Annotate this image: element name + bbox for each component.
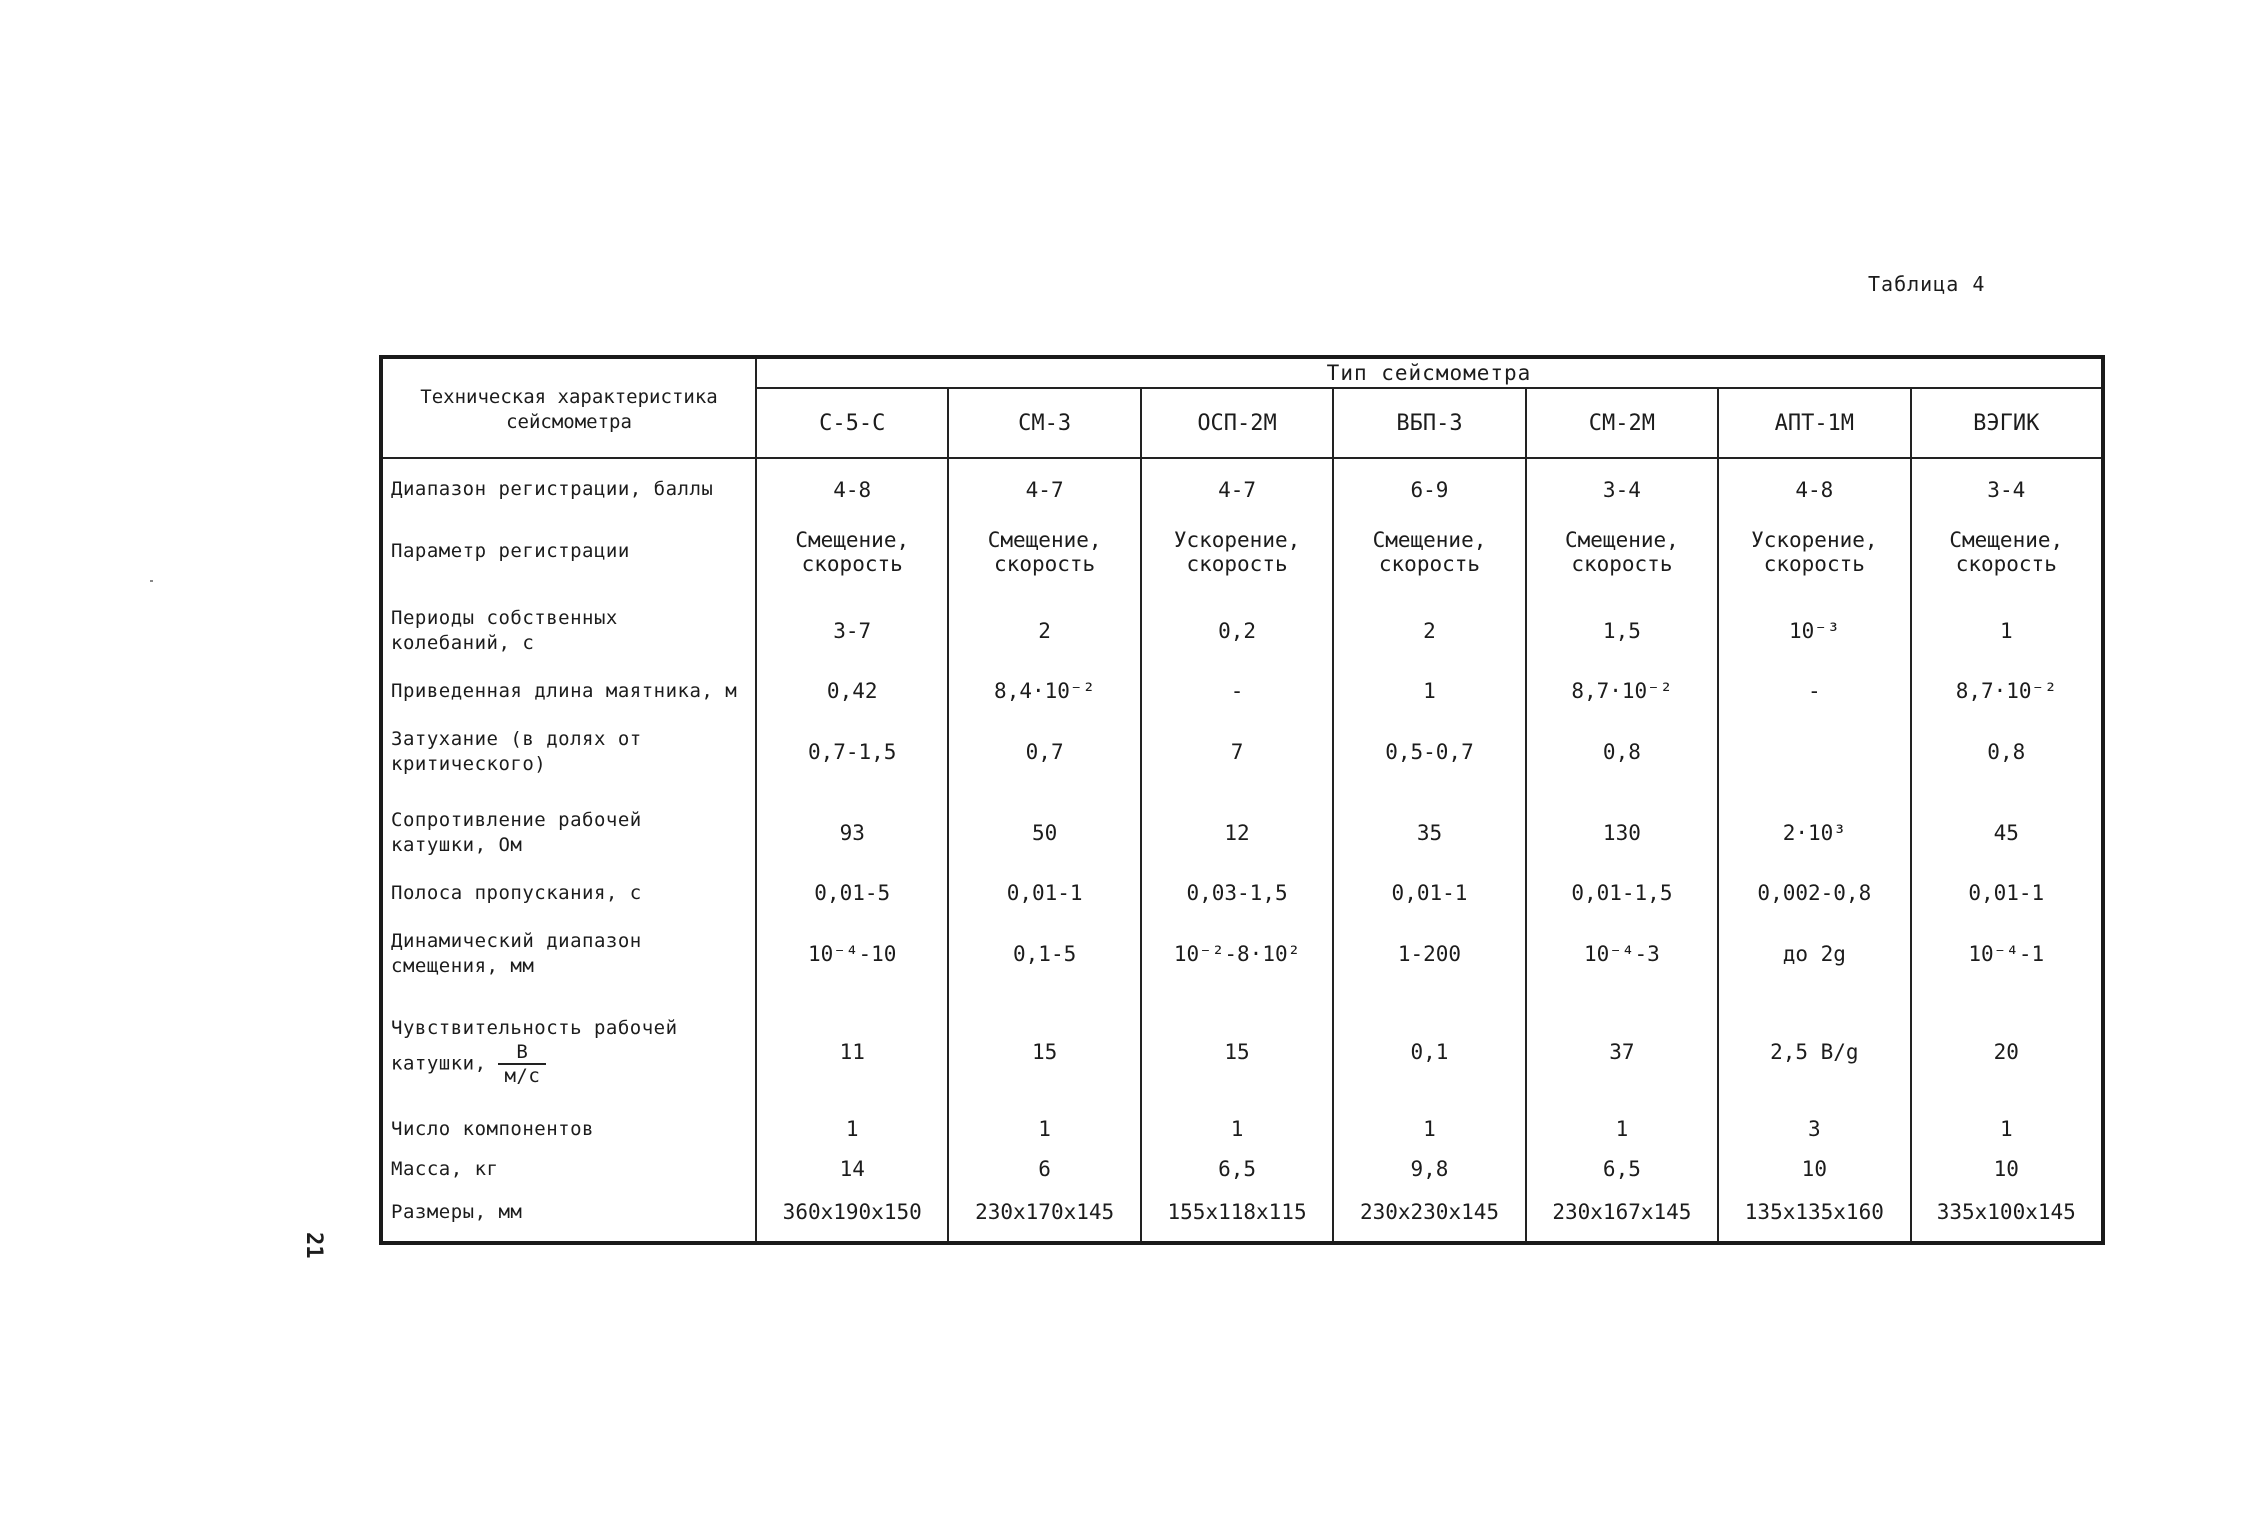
table-caption: Таблица 4: [1868, 272, 1986, 296]
value-cell: 10: [1718, 1149, 1910, 1189]
value-cell: 155x118x115: [1141, 1190, 1333, 1243]
value-cell: 0,8: [1911, 712, 2103, 793]
value-cell: 0,03-1,5: [1141, 873, 1333, 913]
type-header: АПТ-1М: [1718, 388, 1910, 458]
value-cell: 9,8: [1333, 1149, 1525, 1189]
value-cell: 93: [756, 792, 948, 873]
value-cell: Смещение, скорость: [1333, 513, 1525, 591]
value-cell: 2: [1333, 590, 1525, 671]
value-cell: 8,7·10⁻²: [1526, 671, 1718, 711]
value-cell: 230x167x145: [1526, 1190, 1718, 1243]
table-row: [381, 1109, 2103, 1149]
value-cell: Смещение, скорость: [1526, 513, 1718, 591]
value-cell: 50: [948, 792, 1140, 873]
value-cell: 1: [756, 1109, 948, 1149]
unit-numerator: В: [498, 1041, 546, 1065]
value-cell: 8,7·10⁻²: [1911, 671, 2103, 711]
table-row: [381, 1149, 2103, 1189]
value-cell: до 2g: [1718, 913, 1910, 994]
value-cell: 1: [1333, 671, 1525, 711]
table-row: [381, 994, 2103, 1109]
table-row: [381, 913, 2103, 994]
value-cell: 45: [1911, 792, 2103, 873]
page-number: 21: [301, 1232, 326, 1259]
table-row: [381, 590, 2103, 671]
value-cell: 1-200: [1333, 913, 1525, 994]
type-header: СМ-2М: [1526, 388, 1718, 458]
value-cell: 15: [948, 994, 1140, 1109]
value-cell: 8,4·10⁻²: [948, 671, 1140, 711]
param-label: [381, 513, 756, 591]
value-cell: 1: [1333, 1109, 1525, 1149]
value-cell: 1: [948, 1109, 1140, 1149]
value-cell: 14: [756, 1149, 948, 1189]
value-cell: 10⁻⁴-3: [1526, 913, 1718, 994]
value-cell: 12: [1141, 792, 1333, 873]
value-cell: 7: [1141, 712, 1333, 793]
value-cell: 1: [1141, 1109, 1333, 1149]
value-cell: 1,5: [1526, 590, 1718, 671]
param-label-text: Диапазон регистрации, баллы: [391, 478, 714, 501]
value-cell: 10: [1911, 1149, 2103, 1189]
value-cell: 0,01-1: [1911, 873, 2103, 913]
value-cell: 6-9: [1333, 458, 1525, 513]
value-cell: 4-7: [1141, 458, 1333, 513]
table-row: [381, 1190, 2103, 1243]
type-header: ОСП-2М: [1141, 388, 1333, 458]
value-cell: 0,01-1,5: [1526, 873, 1718, 913]
param-label-text: Приведенная длина маятника, м: [391, 679, 738, 702]
value-cell: 2: [948, 590, 1140, 671]
param-label-text: Полоса пропускания, с: [391, 881, 642, 904]
value-cell: 2·10³: [1718, 792, 1910, 873]
value-cell: [1718, 712, 1910, 793]
value-cell: 0,5-0,7: [1333, 712, 1525, 793]
type-header: С-5-С: [756, 388, 948, 458]
value-cell: 230x230x145: [1333, 1190, 1525, 1243]
value-cell: 4-8: [756, 458, 948, 513]
param-label-text: Периоды собственных колебаний, с: [391, 606, 618, 654]
value-cell: 0,42: [756, 671, 948, 711]
value-cell: -: [1141, 671, 1333, 711]
type-header: ВЭГИК: [1911, 388, 2103, 458]
value-cell: 0,1: [1333, 994, 1525, 1109]
value-cell: 10⁻⁴-10: [756, 913, 948, 994]
type-header: СМ-3: [948, 388, 1140, 458]
value-cell: 10⁻³: [1718, 590, 1910, 671]
value-cell: 3-7: [756, 590, 948, 671]
value-cell: 0,2: [1141, 590, 1333, 671]
param-label: [381, 1149, 756, 1189]
value-cell: 0,8: [1526, 712, 1718, 793]
value-cell: 1: [1526, 1109, 1718, 1149]
value-cell: 3-4: [1526, 458, 1718, 513]
param-label: [381, 712, 756, 793]
value-cell: 6: [948, 1149, 1140, 1189]
table-row: [381, 513, 2103, 591]
unit-denominator: м/с: [504, 1065, 541, 1087]
param-label-text: Динамический диапазон смещения, мм: [391, 929, 642, 977]
value-cell: 6,5: [1141, 1149, 1333, 1189]
value-cell: 6,5: [1526, 1149, 1718, 1189]
value-cell: 20: [1911, 994, 2103, 1109]
param-label-text: Сопротивление рабочей катушки, Ом: [391, 808, 642, 856]
value-cell: 0,01-5: [756, 873, 948, 913]
value-cell: 4-7: [948, 458, 1140, 513]
param-label: [381, 1190, 756, 1243]
value-cell: Смещение, скорость: [948, 513, 1140, 591]
param-label-text: Размеры, мм: [391, 1200, 523, 1223]
value-cell: 1: [1911, 1109, 2103, 1149]
value-cell: Смещение, скорость: [756, 513, 948, 591]
seismometer-spec-table: [379, 355, 2105, 1245]
param-label: [381, 994, 756, 1109]
param-label: [381, 458, 756, 513]
table-row: [381, 671, 2103, 711]
value-cell: 130: [1526, 792, 1718, 873]
value-cell: -: [1718, 671, 1910, 711]
value-cell: 10⁻⁴-1: [1911, 913, 2103, 994]
value-cell: 0,7-1,5: [756, 712, 948, 793]
param-label: [381, 1109, 756, 1149]
value-cell: 37: [1526, 994, 1718, 1109]
table-row: [381, 873, 2103, 913]
value-cell: 230x170x145: [948, 1190, 1140, 1243]
param-label: [381, 671, 756, 711]
value-cell: 0,01-1: [948, 873, 1140, 913]
value-cell: Смещение, скорость: [1911, 513, 2103, 591]
value-cell: 2,5 В/g: [1718, 994, 1910, 1109]
param-label-text: Затухание (в долях от критического): [391, 727, 642, 775]
value-cell: 0,01-1: [1333, 873, 1525, 913]
param-label: [381, 913, 756, 994]
value-cell: 3: [1718, 1109, 1910, 1149]
value-cell: 0,1-5: [948, 913, 1140, 994]
unit-fraction: [498, 1041, 546, 1087]
value-cell: 3-4: [1911, 458, 2103, 513]
param-label: [381, 873, 756, 913]
param-label: [381, 792, 756, 873]
value-cell: Ускорение, скорость: [1718, 513, 1910, 591]
type-header: ВБП-3: [1333, 388, 1525, 458]
param-label-text: Параметр регистрации: [391, 540, 630, 563]
table-body: [381, 458, 2103, 1243]
value-cell: 10⁻²-8·10²: [1141, 913, 1333, 994]
value-cell: 1: [1911, 590, 2103, 671]
value-cell: 135x135x160: [1718, 1190, 1910, 1243]
table-row: [381, 458, 2103, 513]
table-row: [381, 792, 2103, 873]
value-cell: 11: [756, 994, 948, 1109]
value-cell: 15: [1141, 994, 1333, 1109]
param-label-text: Число компонентов: [391, 1117, 594, 1140]
table-row: [381, 712, 2103, 793]
value-cell: 4-8: [1718, 458, 1910, 513]
param-label-text: Масса, кг: [391, 1157, 499, 1180]
value-cell: 360x190x150: [756, 1190, 948, 1243]
value-cell: 335x100x145: [1911, 1190, 2103, 1243]
scan-speck: [150, 580, 153, 582]
value-cell: 35: [1333, 792, 1525, 873]
param-column-header: Техническая характеристика сейсмометра: [381, 357, 756, 458]
param-label: [381, 590, 756, 671]
param-label-text: Чувствительность рабочей катушки,: [391, 1017, 678, 1075]
value-cell: Ускорение, скорость: [1141, 513, 1333, 591]
value-cell: 0,7: [948, 712, 1140, 793]
value-cell: 0,002-0,8: [1718, 873, 1910, 913]
type-group-header: Тип сейсмометра: [756, 357, 2103, 388]
